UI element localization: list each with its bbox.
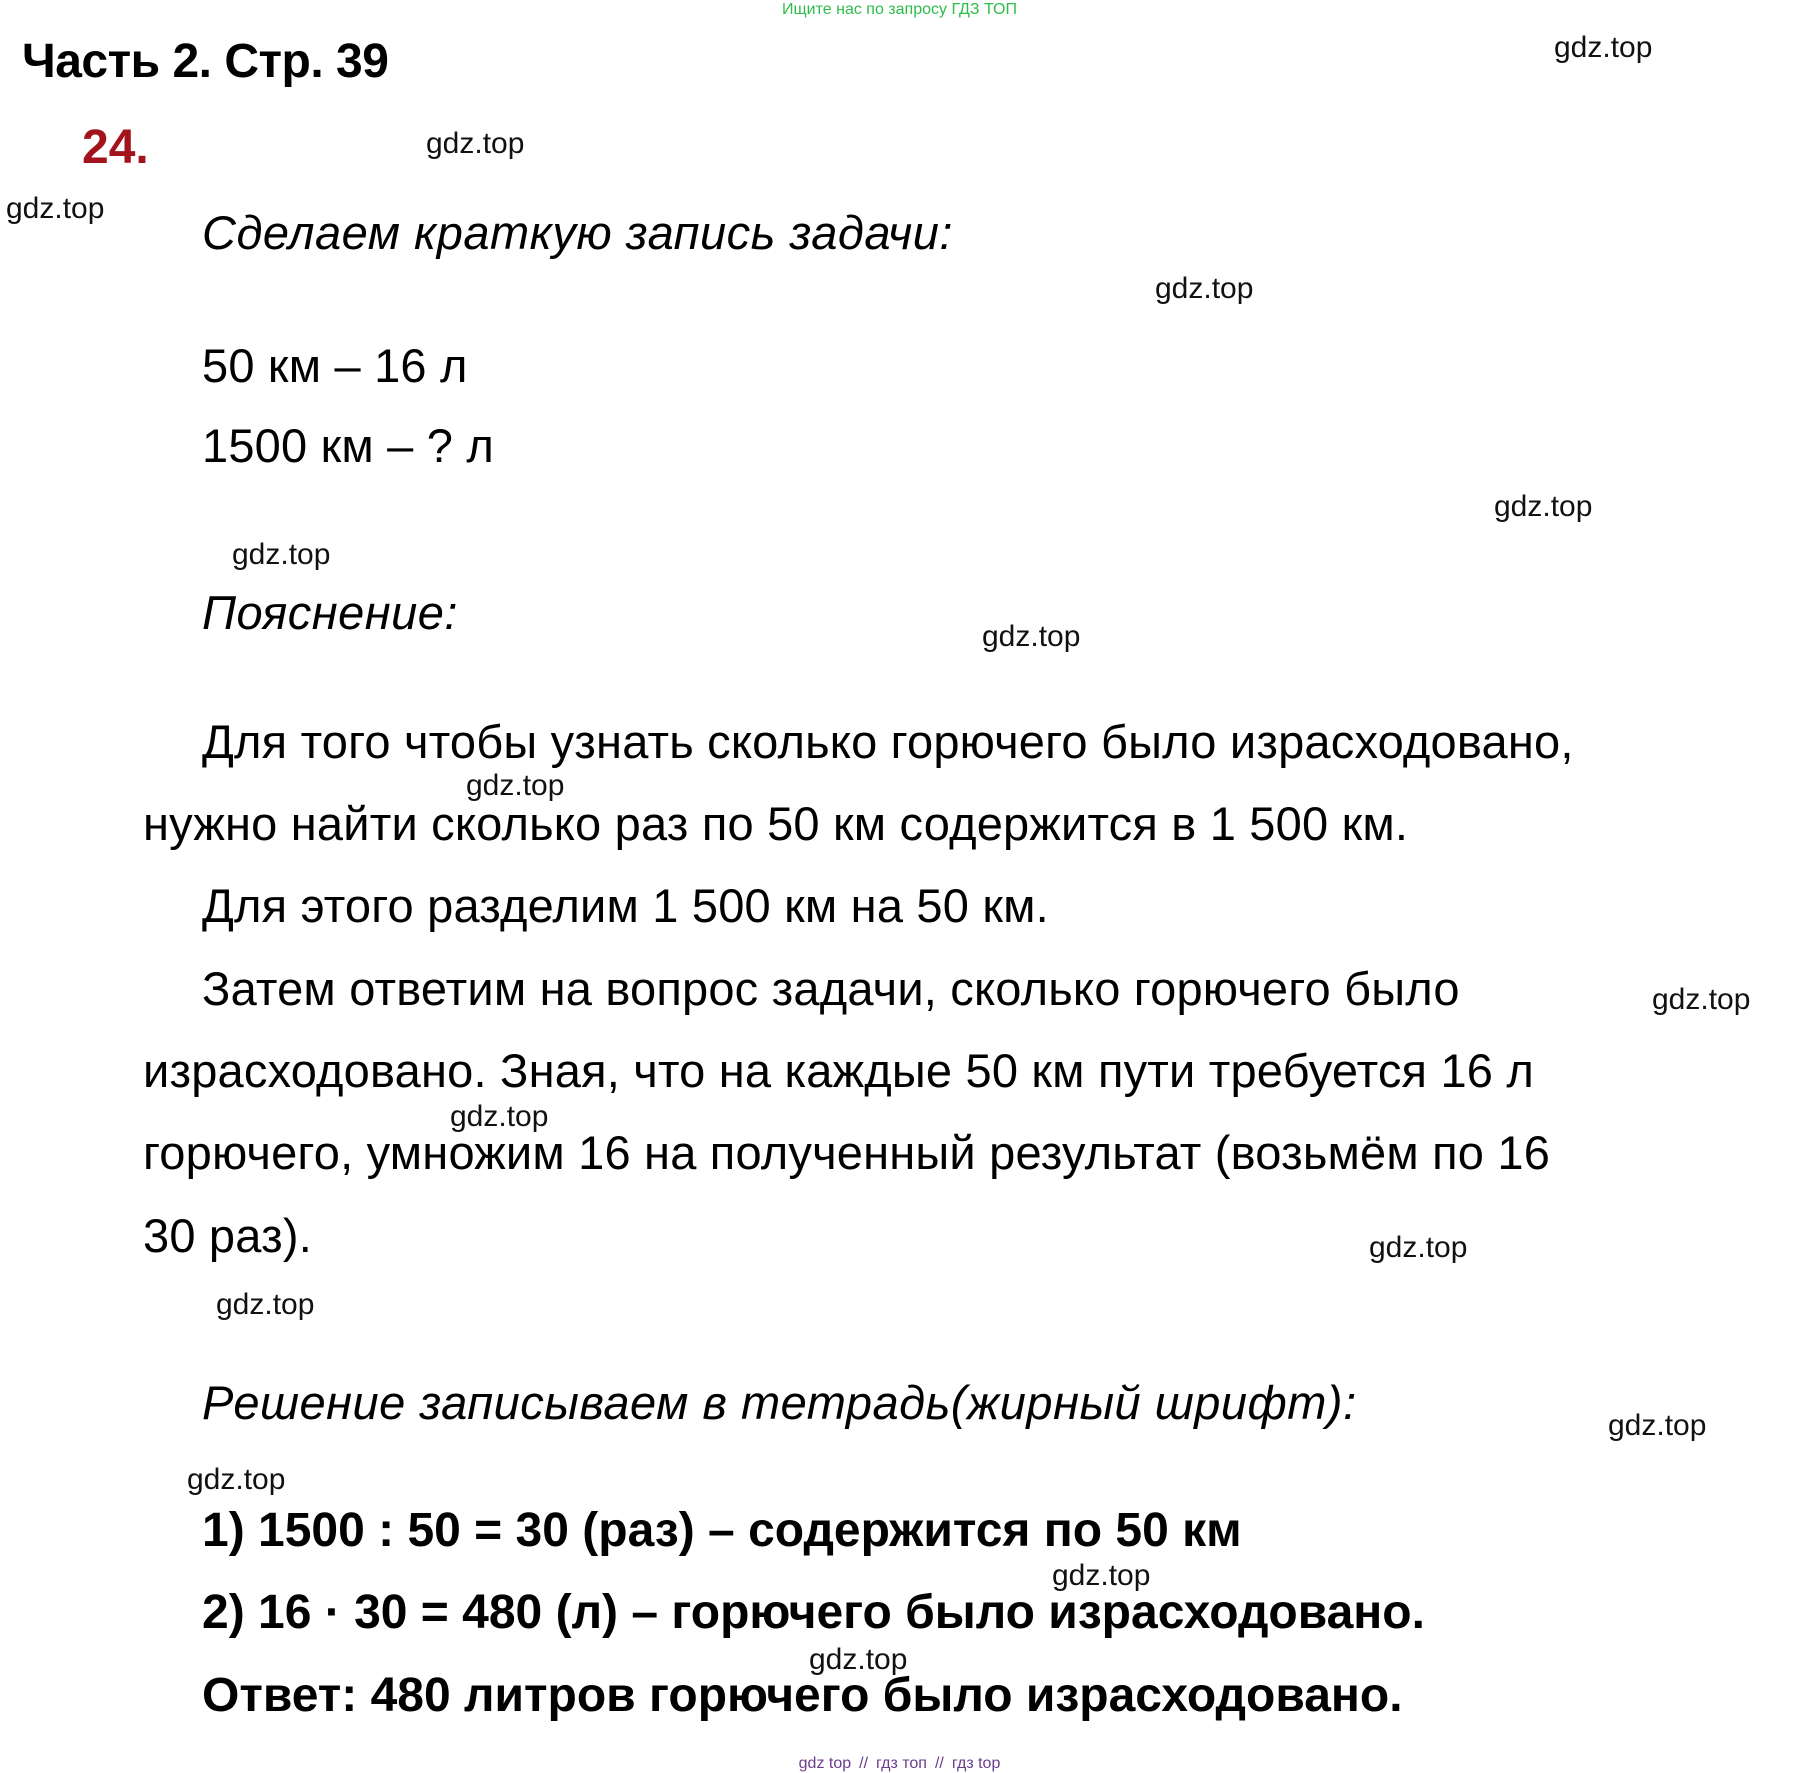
task-number: 24.: [82, 121, 149, 174]
watermark: gdz.top: [1608, 1409, 1707, 1442]
footer-link[interactable]: gdz top: [798, 1755, 852, 1772]
page-title: Часть 2. Стр. 39: [22, 35, 389, 88]
watermark: gdz.top: [426, 127, 525, 160]
explanation-heading: Пояснение:: [202, 586, 458, 639]
footer-link[interactable]: гдз top: [951, 1755, 1001, 1772]
watermark: gdz.top: [187, 1463, 286, 1496]
watermark: gdz.top: [1652, 983, 1751, 1016]
explanation-line: 30 раз).: [143, 1209, 312, 1262]
solution-step-2: 2) 16 · 30 = 480 (л) – горючего было израсходовано.: [202, 1586, 1425, 1639]
solution-heading: Решение записываем в тетрадь(жирный шрифт):: [202, 1376, 1357, 1429]
short-record-line-2: 1500 км – ? л: [202, 419, 494, 472]
answer-line: Ответ: 480 литров горючего было израсходовано.: [202, 1669, 1403, 1722]
watermark: gdz.top: [450, 1100, 549, 1133]
watermark: gdz.top: [232, 538, 331, 571]
explanation-line: Для этого разделим 1 500 км на 50 км.: [202, 879, 1049, 932]
watermark: gdz.top: [1369, 1231, 1468, 1264]
watermark: gdz.top: [6, 192, 105, 225]
footer-separator: //: [934, 1755, 944, 1772]
watermark: gdz.top: [1554, 31, 1653, 64]
watermark: gdz.top: [216, 1288, 315, 1321]
footer-links: [0, 1755, 1799, 1773]
footer-separator: //: [859, 1755, 869, 1772]
solution-step-1: 1) 1500 : 50 = 30 (раз) – содержится по 50 км: [202, 1504, 1242, 1557]
explanation-line: израсходовано. Зная, что на каждые 50 км пути требуется 16 л: [143, 1044, 1535, 1097]
watermark: gdz.top: [466, 769, 565, 802]
explanation-line: Затем ответим на вопрос задачи, сколько горючего было: [202, 962, 1460, 1015]
explanation-line: Для того чтобы узнать сколько горючего было израсходовано,: [202, 715, 1574, 768]
watermark: gdz.top: [1155, 272, 1254, 305]
explanation-line: горючего, умножим 16 на полученный результат (возьмём по 16: [143, 1126, 1551, 1179]
watermark: gdz.top: [982, 620, 1081, 653]
short-record-heading: Сделаем краткую запись задачи:: [202, 206, 953, 259]
top-banner[interactable]: Ищите нас по запросу ГДЗ ТОП: [782, 1, 1017, 18]
footer-link[interactable]: гдз топ: [876, 1755, 927, 1772]
watermark: gdz.top: [809, 1643, 908, 1676]
watermark: gdz.top: [1052, 1559, 1151, 1592]
explanation-line: нужно найти сколько раз по 50 км содержится в 1 500 км.: [143, 797, 1409, 850]
short-record-line-1: 50 км – 16 л: [202, 339, 468, 392]
watermark: gdz.top: [1494, 490, 1593, 523]
